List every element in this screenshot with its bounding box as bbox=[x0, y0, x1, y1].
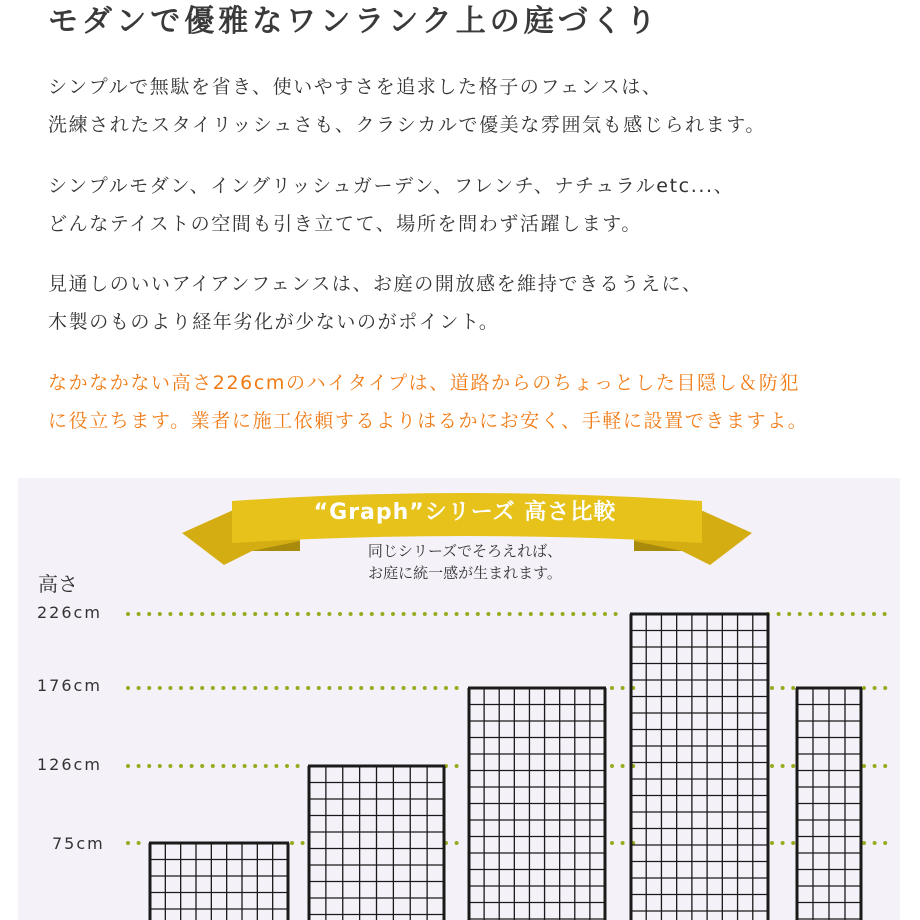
level-dot-226 bbox=[168, 612, 172, 616]
level-dot-126 bbox=[610, 764, 614, 768]
level-dot-176 bbox=[391, 686, 395, 690]
level-dot-176 bbox=[349, 686, 353, 690]
level-dot-226 bbox=[497, 612, 501, 616]
level-dot-126 bbox=[455, 764, 459, 768]
level-dot-126 bbox=[211, 764, 215, 768]
level-dot-226 bbox=[465, 612, 469, 616]
level-dot-226 bbox=[264, 612, 268, 616]
level-dot-176 bbox=[444, 686, 448, 690]
style-line-2: どんなテイストの空間も引き立てて、場所を問わず活躍します。 bbox=[48, 213, 642, 235]
level-dot-176 bbox=[433, 686, 437, 690]
level-dot-226 bbox=[380, 612, 384, 616]
level-dot-226 bbox=[391, 612, 395, 616]
level-dot-176 bbox=[243, 686, 247, 690]
level-dot-176 bbox=[370, 686, 374, 690]
level-dot-226 bbox=[126, 612, 130, 616]
level-dot-176 bbox=[137, 686, 141, 690]
level-dot-226 bbox=[777, 612, 781, 616]
level-dot-75 bbox=[883, 841, 887, 845]
banner-subtitle-line-1: 同じシリーズでそろえれば、 bbox=[367, 542, 563, 560]
level-dot-226 bbox=[444, 612, 448, 616]
page-heading: モダンで優雅なワンランク上の庭づくり bbox=[48, 4, 660, 39]
level-dot-75 bbox=[770, 841, 774, 845]
level-dot-226 bbox=[851, 612, 855, 616]
level-dot-126 bbox=[158, 764, 162, 768]
level-dot-226 bbox=[476, 612, 480, 616]
level-dot-75 bbox=[781, 841, 785, 845]
level-dot-75 bbox=[301, 841, 305, 845]
level-dot-176 bbox=[781, 686, 785, 690]
level-dot-176 bbox=[770, 686, 774, 690]
level-dot-126 bbox=[296, 764, 300, 768]
level-dot-226 bbox=[423, 612, 427, 616]
level-dot-226 bbox=[221, 612, 225, 616]
level-dot-226 bbox=[190, 612, 194, 616]
level-dot-75 bbox=[290, 841, 294, 845]
level-dot-226 bbox=[550, 612, 554, 616]
level-dot-176 bbox=[296, 686, 300, 690]
level-dot-226 bbox=[370, 612, 374, 616]
level-dot-226 bbox=[211, 612, 215, 616]
level-dot-226 bbox=[317, 612, 321, 616]
level-dot-75 bbox=[455, 841, 459, 845]
benefit-line-2: 木製のものより経年劣化が少ないのがポイント。 bbox=[48, 311, 500, 333]
level-dot-176 bbox=[274, 686, 278, 690]
level-dot-126 bbox=[770, 764, 774, 768]
level-dot-176 bbox=[402, 686, 406, 690]
level-dot-176 bbox=[200, 686, 204, 690]
highlight-line-2: に役立ちます。業者に施工依頼するよりはるかにお安く、手軽に設置できますよ。 bbox=[48, 410, 809, 432]
level-dot-226 bbox=[412, 612, 416, 616]
level-dot-126 bbox=[274, 764, 278, 768]
level-dot-176 bbox=[412, 686, 416, 690]
level-dot-75 bbox=[126, 841, 130, 845]
level-dot-126 bbox=[264, 764, 268, 768]
level-dot-226 bbox=[872, 612, 876, 616]
level-dot-126 bbox=[190, 764, 194, 768]
fence-bar-1 bbox=[149, 843, 289, 920]
level-dot-75 bbox=[791, 841, 795, 845]
intro-line-1: シンプルで無駄を省き、使いやすさを追求した格子のフェンスは、 bbox=[48, 76, 663, 98]
level-dot-176 bbox=[211, 686, 215, 690]
level-dot-176 bbox=[285, 686, 289, 690]
level-dot-75 bbox=[137, 841, 141, 845]
level-dot-126 bbox=[200, 764, 204, 768]
level-dot-226 bbox=[338, 612, 342, 616]
level-dot-226 bbox=[883, 612, 887, 616]
level-dot-126 bbox=[862, 764, 866, 768]
fence-bar-4 bbox=[630, 614, 769, 920]
level-dot-176 bbox=[873, 686, 877, 690]
level-dot-176 bbox=[338, 686, 342, 690]
level-dot-126 bbox=[232, 764, 236, 768]
level-dot-176 bbox=[158, 686, 162, 690]
level-dot-176 bbox=[455, 686, 459, 690]
level-dot-176 bbox=[327, 686, 331, 690]
level-dot-176 bbox=[610, 686, 614, 690]
level-dot-176 bbox=[862, 686, 866, 690]
level-dot-126 bbox=[137, 764, 141, 768]
level-dot-75 bbox=[621, 841, 625, 845]
level-dot-126 bbox=[221, 764, 225, 768]
level-dot-126 bbox=[126, 764, 130, 768]
level-label-176: 176cm bbox=[37, 676, 102, 695]
level-dot-176 bbox=[359, 686, 363, 690]
level-dot-176 bbox=[306, 686, 310, 690]
level-dot-176 bbox=[883, 686, 887, 690]
level-dot-126 bbox=[243, 764, 247, 768]
level-dot-126 bbox=[883, 764, 887, 768]
level-dot-226 bbox=[455, 612, 459, 616]
level-dot-226 bbox=[539, 612, 543, 616]
level-dot-176 bbox=[423, 686, 427, 690]
banner-subtitle-line-2: お庭に統一感が生まれます。 bbox=[368, 564, 562, 582]
level-dot-226 bbox=[861, 612, 865, 616]
level-dot-226 bbox=[529, 612, 533, 616]
benefit-line-1: 見通しのいいアイアンフェンスは、お庭の開放感を維持できるうえに、 bbox=[48, 273, 703, 295]
style-line-1: シンプルモダン、イングリッシュガーデン、フレンチ、ナチュラルetc...、 bbox=[48, 175, 735, 197]
level-dot-226 bbox=[433, 612, 437, 616]
level-dot-226 bbox=[486, 612, 490, 616]
level-dot-226 bbox=[592, 612, 596, 616]
level-dot-226 bbox=[200, 612, 204, 616]
level-dot-226 bbox=[840, 612, 844, 616]
level-dot-226 bbox=[830, 612, 834, 616]
level-dot-126 bbox=[253, 764, 257, 768]
level-dot-126 bbox=[179, 764, 183, 768]
level-dot-75 bbox=[610, 841, 614, 845]
level-dot-176 bbox=[621, 686, 625, 690]
level-dot-226 bbox=[137, 612, 141, 616]
level-dot-176 bbox=[317, 686, 321, 690]
level-dot-226 bbox=[296, 612, 300, 616]
level-dot-226 bbox=[306, 612, 310, 616]
level-dot-226 bbox=[253, 612, 257, 616]
level-dot-226 bbox=[819, 612, 823, 616]
level-dot-226 bbox=[603, 612, 607, 616]
level-dot-176 bbox=[221, 686, 225, 690]
level-label-75: 75cm bbox=[52, 834, 105, 853]
banner-title: “Graph”シリーズ 高さ比較 bbox=[313, 500, 617, 525]
level-dot-226 bbox=[158, 612, 162, 616]
level-dot-226 bbox=[561, 612, 565, 616]
level-dot-226 bbox=[798, 612, 802, 616]
level-dot-126 bbox=[621, 764, 625, 768]
level-dot-226 bbox=[402, 612, 406, 616]
level-label-226: 226cm bbox=[37, 603, 102, 622]
level-dot-126 bbox=[873, 764, 877, 768]
level-dot-176 bbox=[253, 686, 257, 690]
fence-bar-5 bbox=[796, 688, 862, 920]
level-label-126: 126cm bbox=[37, 755, 102, 774]
level-dot-226 bbox=[243, 612, 247, 616]
level-dot-226 bbox=[232, 612, 236, 616]
level-dot-226 bbox=[787, 612, 791, 616]
fence-bar-2 bbox=[308, 766, 445, 920]
level-dot-176 bbox=[232, 686, 236, 690]
level-dot-126 bbox=[791, 764, 795, 768]
highlight-line-1: なかなかない高さ226cmのハイタイプは、道路からのちょっとした目隠し＆防犯 bbox=[48, 372, 801, 394]
level-dot-176 bbox=[126, 686, 130, 690]
level-dot-176 bbox=[179, 686, 183, 690]
fence-bar-3 bbox=[468, 688, 606, 920]
level-dot-226 bbox=[808, 612, 812, 616]
y-axis-title: 高さ bbox=[38, 572, 78, 596]
level-dot-126 bbox=[147, 764, 151, 768]
intro-line-2: 洗練されたスタイリッシュさも、クラシカルで優美な雰囲気も感じられます。 bbox=[48, 114, 766, 136]
level-dot-226 bbox=[582, 612, 586, 616]
level-dot-176 bbox=[190, 686, 194, 690]
level-dot-176 bbox=[264, 686, 268, 690]
level-dot-176 bbox=[791, 686, 795, 690]
level-dot-176 bbox=[380, 686, 384, 690]
level-dot-226 bbox=[518, 612, 522, 616]
level-dot-126 bbox=[168, 764, 172, 768]
level-dot-226 bbox=[327, 612, 331, 616]
level-dot-226 bbox=[179, 612, 183, 616]
level-dot-226 bbox=[571, 612, 575, 616]
level-dot-176 bbox=[168, 686, 172, 690]
level-dot-226 bbox=[285, 612, 289, 616]
level-dot-226 bbox=[274, 612, 278, 616]
level-dot-75 bbox=[862, 841, 866, 845]
level-dot-226 bbox=[147, 612, 151, 616]
level-dot-75 bbox=[873, 841, 877, 845]
level-dot-126 bbox=[285, 764, 289, 768]
level-dot-226 bbox=[508, 612, 512, 616]
level-dot-226 bbox=[359, 612, 363, 616]
level-dot-226 bbox=[614, 612, 618, 616]
level-dot-176 bbox=[147, 686, 151, 690]
level-dot-226 bbox=[349, 612, 353, 616]
level-dot-126 bbox=[781, 764, 785, 768]
